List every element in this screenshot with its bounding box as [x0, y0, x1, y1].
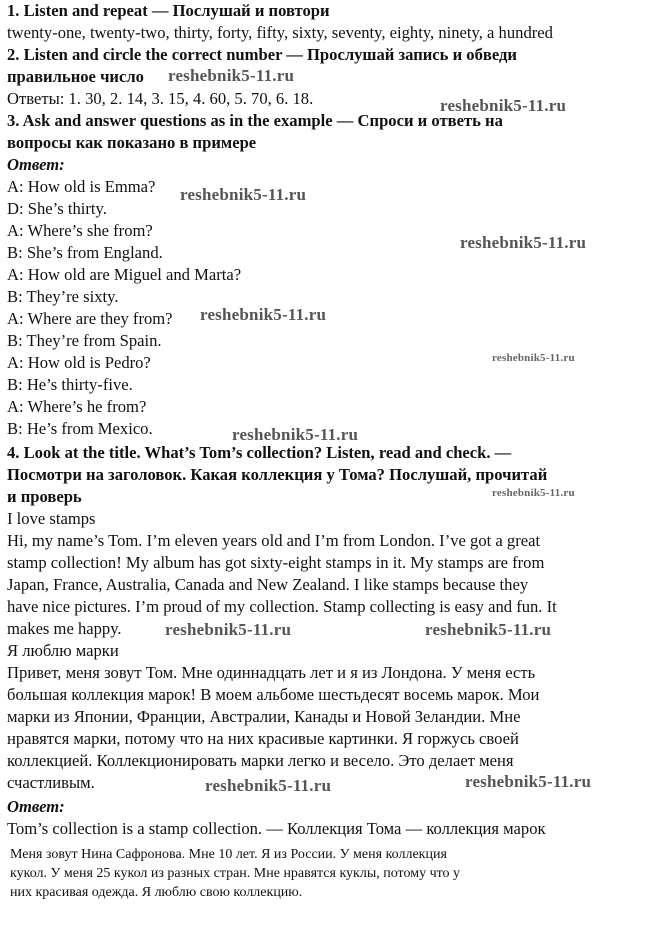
task-4-heading-cont: Посмотри на заголовок. Какая коллекция у Тома? Послушай, прочитай [7, 465, 548, 484]
watermark: reshebnik5-11.ru [200, 305, 327, 324]
translation-line: счастливым. [7, 773, 95, 792]
watermark: reshebnik5-11.ru [232, 425, 359, 444]
translation-line: коллекцией. Коллекционировать марки легко и весело. Это делает меня [7, 751, 514, 770]
dialogue-line: A: How old is Emma? [7, 177, 156, 196]
watermark: reshebnik5-11.ru [492, 487, 575, 499]
dialogue-line: A: Where’s he from? [7, 397, 147, 416]
answer-label: Ответ: [7, 797, 65, 816]
translation-line: Привет, меня зовут Том. Мне одиннадцать лет и я из Лондона. У меня есть [7, 663, 536, 682]
task-3-heading-cont: вопросы как показано в примере [7, 133, 257, 152]
dialogue-line: A: Where are they from? [7, 309, 173, 328]
essay-line: кукол. У меня 25 кукол из разных стран. Мне нравятся куклы, потому что у [10, 866, 461, 881]
watermark: reshebnik5-11.ru [465, 772, 592, 791]
dialogue-line: B: She’s from England. [7, 243, 163, 262]
watermark: reshebnik5-11.ru [492, 352, 575, 364]
task-2-answers: Ответы: 1. 30, 2. 14, 3. 15, 4. 60, 5. 70, 6. 18. [7, 89, 314, 108]
dialogue-line: A: How old are Miguel and Marta? [7, 265, 242, 284]
text-paragraph-line: makes me happy. [7, 619, 122, 638]
translation-line: нравятся марки, потому что на них красивые картинки. Я горжусь своей [7, 729, 519, 748]
watermark: reshebnik5-11.ru [205, 776, 332, 795]
dialogue-line: B: He’s thirty-five. [7, 375, 133, 394]
translation-title: Я люблю марки [7, 641, 119, 660]
translation-line: большая коллекция марок! В моем альбоме шестьдесят восемь марок. Мои [7, 685, 540, 704]
watermark: reshebnik5-11.ru [168, 66, 295, 85]
watermark: reshebnik5-11.ru [440, 96, 567, 115]
watermark: reshebnik5-11.ru [165, 620, 292, 639]
dialogue-line: A: How old is Pedro? [7, 353, 151, 372]
task-3-heading: 3. Ask and answer questions as in the example — Спроси и ответь на [7, 111, 503, 130]
task-1-numbers: twenty-one, twenty-two, thirty, forty, fifty, sixty, seventy, eighty, ninety, a hundred [7, 23, 553, 42]
text-paragraph-line: Hi, my name’s Tom. I’m eleven years old and I’m from London. I’ve got a great [7, 531, 541, 550]
text-paragraph-line: Japan, France, Australia, Canada and New Zealand. I like stamps because they [7, 575, 529, 594]
dialogue-line: B: They’re sixty. [7, 287, 119, 306]
watermark: reshebnik5-11.ru [425, 620, 552, 639]
task-2-heading-cont: правильное число [7, 67, 144, 86]
essay-line: них красивая одежда. Я люблю свою коллекцию. [10, 885, 303, 900]
sample-essay [10, 845, 610, 902]
essay-line: Меня зовут Нина Сафронова. Мне 10 лет. Я из России. У меня коллекция [10, 847, 447, 862]
answer-label: Ответ: [7, 155, 65, 174]
watermark: reshebnik5-11.ru [460, 233, 587, 252]
dialogue-line: D: She’s thirty. [7, 199, 107, 218]
text-paragraph-line: stamp collection! My album has got sixty-eight stamps in it. My stamps are from [7, 553, 545, 572]
text-paragraph-line: have nice pictures. I’m proud of my collection. Stamp collecting is easy and fun. It [7, 597, 557, 616]
watermark: reshebnik5-11.ru [180, 185, 307, 204]
translation-line: марки из Японии, Франции, Австралии, Канады и Новой Зеландии. Мне [7, 707, 521, 726]
task-4-answer: Tom’s collection is a stamp collection. — Коллекция Тома — коллекция марок [7, 819, 546, 838]
text-title: I love stamps [7, 509, 96, 528]
task-2-heading: 2. Listen and circle the correct number — Прослушай запись и обведи [7, 45, 517, 64]
dialogue-line: B: They’re from Spain. [7, 331, 162, 350]
dialogue-line: A: Where’s she from? [7, 221, 153, 240]
task-4-heading: 4. Look at the title. What’s Tom’s collection? Listen, read and check. — [7, 443, 512, 462]
task-4-heading-cont: и проверь [7, 487, 82, 506]
dialogue-line: B: He’s from Mexico. [7, 419, 153, 438]
task-1-heading: 1. Listen and repeat — Послушай и повтори [7, 1, 330, 20]
